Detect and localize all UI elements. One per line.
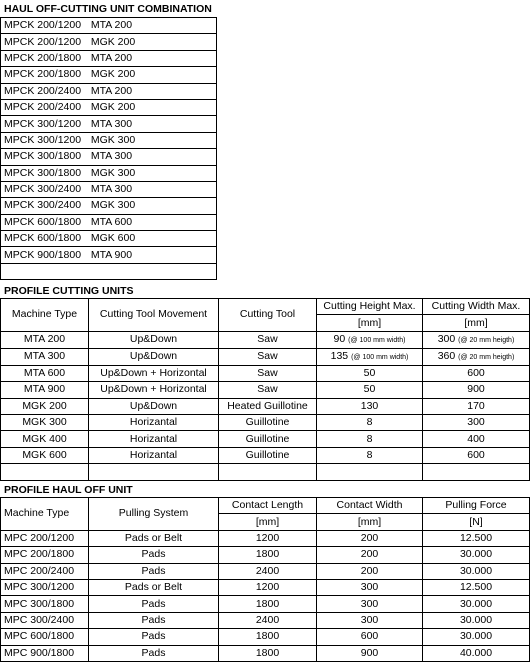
cell-pulling-force: 40.000 <box>423 645 530 661</box>
combo-haul-off: MPCK 200/2400 <box>1 83 88 99</box>
cell-contact-length: 1800 <box>219 547 317 563</box>
cell-contact-length: 2400 <box>219 612 317 628</box>
combo-blank-row <box>1 263 217 279</box>
cell-cutting-height <box>317 382 423 398</box>
combo-cutting-unit: MGK 600 <box>88 231 217 247</box>
cell-machine-type: MTA 600 <box>1 365 89 381</box>
combo-haul-off: MPCK 200/1200 <box>1 18 88 34</box>
combo-row <box>1 132 217 148</box>
cell-cutting-tool: Saw <box>219 365 317 381</box>
cell-contact-width: 600 <box>317 629 423 645</box>
combo-row <box>1 181 217 197</box>
cell-machine-type: MGK 600 <box>1 447 89 463</box>
cell-cutting-width-note: (@ 20 mm heigth) <box>458 336 515 344</box>
header-width-unit: [mm] <box>423 315 530 331</box>
combo-row <box>1 198 217 214</box>
cell-pulling-force: 30.000 <box>423 547 530 563</box>
cell-machine-type: MPC 200/1800 <box>1 547 89 563</box>
cell-cutting-tool-movement: Up&Down + Horizontal <box>89 382 219 398</box>
combo-cutting-unit: MGK 300 <box>88 132 217 148</box>
cell-pulling-system: Pads <box>89 629 219 645</box>
cutting-row <box>1 365 530 381</box>
cell-cutting-tool: Guillotine <box>219 447 317 463</box>
cell-cutting-tool-movement: Horizantal <box>89 414 219 430</box>
cell-cutting-height <box>317 331 423 348</box>
cutting-blank-cell <box>423 464 530 480</box>
cell-cutting-tool-movement: Horizantal <box>89 431 219 447</box>
header-pulling-force: Pulling Force <box>423 498 530 514</box>
combo-cutting-unit: MGK 200 <box>88 34 217 50</box>
cell-cutting-height <box>317 365 423 381</box>
cell-contact-width: 200 <box>317 547 423 563</box>
cutting-blank-row <box>1 464 530 480</box>
combo-haul-off: MPCK 200/1800 <box>1 67 88 83</box>
cell-cutting-width-value: 300 <box>437 332 456 345</box>
combo-cutting-unit: MTA 300 <box>88 181 217 197</box>
cell-cutting-width-value: 300 <box>467 416 485 429</box>
cell-machine-type: MPC 300/1200 <box>1 579 89 595</box>
cell-cutting-tool-movement: Horizantal <box>89 447 219 463</box>
cell-cutting-height-note: (@ 100 mm width) <box>351 353 409 361</box>
cell-pulling-force: 30.000 <box>423 629 530 645</box>
cell-cutting-width <box>423 331 530 348</box>
cell-machine-type: MPC 900/1800 <box>1 645 89 661</box>
combo-cutting-unit: MGK 200 <box>88 99 217 115</box>
cell-cutting-width-value: 400 <box>467 432 485 445</box>
combo-row <box>1 99 217 115</box>
header-pulling-system: Pulling System <box>89 498 219 531</box>
combo-cutting-unit: MGK 300 <box>88 165 217 181</box>
cell-machine-type: MPC 300/1800 <box>1 596 89 612</box>
haul-row <box>1 612 530 628</box>
cell-pulling-system: Pads <box>89 596 219 612</box>
cell-contact-length: 2400 <box>219 563 317 579</box>
cutting-table <box>0 298 530 481</box>
cutting-row <box>1 382 530 398</box>
cutting-row <box>1 331 530 348</box>
combo-haul-off: MPCK 300/1800 <box>1 165 88 181</box>
header-contact-width: Contact Width <box>317 498 423 514</box>
cell-cutting-tool: Guillotine <box>219 414 317 430</box>
cutting-row <box>1 447 530 463</box>
cell-cutting-tool: Heated Guillotine <box>219 398 317 414</box>
cell-contact-width: 300 <box>317 596 423 612</box>
header-cwidth-unit: [mm] <box>317 514 423 530</box>
cell-cutting-tool-movement: Up&Down <box>89 398 219 414</box>
cell-contact-width: 200 <box>317 563 423 579</box>
cell-cutting-height <box>317 398 423 414</box>
cell-cutting-height-value: 8 <box>366 432 373 445</box>
combo-row <box>1 67 217 83</box>
cell-cutting-height-value: 50 <box>363 383 376 396</box>
header-cutting-tool: Cutting Tool <box>219 299 317 332</box>
header-machine-type: Machine Type <box>1 299 89 332</box>
combo-haul-off: MPCK 200/1800 <box>1 50 88 66</box>
cell-cutting-tool-movement: Up&Down + Horizontal <box>89 365 219 381</box>
cell-machine-type: MGK 300 <box>1 414 89 430</box>
cell-machine-type: MGK 400 <box>1 431 89 447</box>
combo-row <box>1 165 217 181</box>
cell-cutting-height-value: 8 <box>366 448 373 461</box>
cell-cutting-width <box>423 447 530 463</box>
combo-haul-off: MPCK 200/2400 <box>1 99 88 115</box>
combo-cutting-unit: MTA 200 <box>88 83 217 99</box>
cutting-row <box>1 348 530 365</box>
haul-row <box>1 596 530 612</box>
cell-contact-width: 300 <box>317 612 423 628</box>
cell-cutting-height-value: 8 <box>366 416 373 429</box>
combo-blank-cell <box>88 263 217 279</box>
combo-haul-off: MPCK 300/1800 <box>1 149 88 165</box>
haul-row <box>1 579 530 595</box>
haul-header-row <box>1 498 530 514</box>
haul-row <box>1 530 530 546</box>
cell-cutting-width <box>423 382 530 398</box>
combo-haul-off: MPCK 600/1800 <box>1 231 88 247</box>
cell-cutting-height-value: 135 <box>330 349 349 362</box>
cell-machine-type: MPC 600/1800 <box>1 629 89 645</box>
combo-cutting-unit: MTA 600 <box>88 214 217 230</box>
cell-cutting-tool: Saw <box>219 348 317 365</box>
cell-pulling-system: Pads <box>89 547 219 563</box>
combo-cutting-unit: MTA 900 <box>88 247 217 263</box>
cell-cutting-height <box>317 431 423 447</box>
cell-cutting-width <box>423 431 530 447</box>
cell-contact-length: 1800 <box>219 645 317 661</box>
cutting-blank-cell <box>1 464 89 480</box>
cell-cutting-height-value: 90 <box>333 332 346 345</box>
cutting-title: PROFILE CUTTING UNITS <box>4 285 134 297</box>
cell-machine-type: MPC 200/2400 <box>1 563 89 579</box>
cell-pulling-force: 30.000 <box>423 612 530 628</box>
cutting-row <box>1 398 530 414</box>
cell-pulling-system: Pads <box>89 563 219 579</box>
combo-cutting-unit: MGK 200 <box>88 67 217 83</box>
combo-row <box>1 231 217 247</box>
combo-haul-off: MPCK 300/2400 <box>1 181 88 197</box>
cell-contact-length: 1200 <box>219 579 317 595</box>
cell-pulling-system: Pads or Belt <box>89 579 219 595</box>
combo-row <box>1 214 217 230</box>
header-cutting-width: Cutting Width Max. <box>423 299 530 315</box>
combo-cutting-unit: MGK 300 <box>88 198 217 214</box>
cell-cutting-height-value: 130 <box>360 399 379 412</box>
combo-row <box>1 50 217 66</box>
cell-contact-width: 200 <box>317 530 423 546</box>
combo-haul-off: MPCK 200/1200 <box>1 34 88 50</box>
cell-cutting-height <box>317 414 423 430</box>
cell-pulling-system: Pads <box>89 612 219 628</box>
header-height-unit: [mm] <box>317 315 423 331</box>
cutting-blank-cell <box>219 464 317 480</box>
cell-cutting-tool: Saw <box>219 331 317 348</box>
cell-cutting-width-value: 900 <box>467 383 485 396</box>
combo-row <box>1 149 217 165</box>
cell-cutting-tool: Saw <box>219 382 317 398</box>
cell-pulling-force: 30.000 <box>423 596 530 612</box>
combo-haul-off: MPCK 900/1800 <box>1 247 88 263</box>
cell-machine-type: MPC 300/2400 <box>1 612 89 628</box>
combo-row <box>1 34 217 50</box>
haul-title: PROFILE HAUL OFF UNIT <box>4 484 133 496</box>
header-length-unit: [mm] <box>219 514 317 530</box>
cell-contact-length: 1200 <box>219 530 317 546</box>
cell-machine-type: MTA 200 <box>1 331 89 348</box>
header-machine-type: Machine Type <box>1 498 89 531</box>
cell-cutting-tool-movement: Up&Down <box>89 331 219 348</box>
combo-haul-off: MPCK 300/2400 <box>1 198 88 214</box>
cell-contact-length: 1800 <box>219 629 317 645</box>
cell-cutting-width <box>423 365 530 381</box>
combo-row <box>1 247 217 263</box>
cutting-blank-cell <box>89 464 219 480</box>
cutting-row <box>1 414 530 430</box>
combo-row <box>1 116 217 132</box>
header-force-unit: [N] <box>423 514 530 530</box>
cell-machine-type: MPC 200/1200 <box>1 530 89 546</box>
cell-contact-width: 900 <box>317 645 423 661</box>
cell-cutting-width-value: 600 <box>467 366 485 379</box>
cell-pulling-system: Pads <box>89 645 219 661</box>
cell-cutting-height-value: 50 <box>363 366 376 379</box>
combo-haul-off: MPCK 300/1200 <box>1 132 88 148</box>
combo-haul-off: MPCK 300/1200 <box>1 116 88 132</box>
cell-cutting-tool: Guillotine <box>219 431 317 447</box>
cell-pulling-force: 30.000 <box>423 563 530 579</box>
cell-cutting-height-note: (@ 100 mm width) <box>348 336 406 344</box>
combo-cutting-unit: MTA 300 <box>88 149 217 165</box>
cell-machine-type: MTA 300 <box>1 348 89 365</box>
cell-cutting-width <box>423 414 530 430</box>
cutting-row <box>1 431 530 447</box>
cell-contact-length: 1800 <box>219 596 317 612</box>
combo-cutting-unit: MTA 300 <box>88 116 217 132</box>
combo-cutting-unit: MTA 200 <box>88 18 217 34</box>
cell-cutting-width <box>423 348 530 365</box>
combo-row <box>1 83 217 99</box>
cell-cutting-width <box>423 398 530 414</box>
haul-row <box>1 629 530 645</box>
combo-title: HAUL OFF-CUTTING UNIT COMBINATION <box>4 3 212 15</box>
cell-machine-type: MGK 200 <box>1 398 89 414</box>
cell-pulling-force: 12.500 <box>423 530 530 546</box>
header-contact-length: Contact Length <box>219 498 317 514</box>
cell-cutting-height <box>317 348 423 365</box>
cell-cutting-width-value: 360 <box>437 349 456 362</box>
haul-row <box>1 563 530 579</box>
cutting-header-row <box>1 299 530 315</box>
cell-contact-width: 300 <box>317 579 423 595</box>
header-cutting-tool-movement: Cutting Tool Movement <box>89 299 219 332</box>
cell-cutting-height <box>317 447 423 463</box>
combo-haul-off: MPCK 600/1800 <box>1 214 88 230</box>
combo-table <box>0 17 217 280</box>
combo-row <box>1 18 217 34</box>
cell-cutting-width-note: (@ 20 mm heigth) <box>458 353 515 361</box>
combo-cutting-unit: MTA 200 <box>88 50 217 66</box>
cell-cutting-width-value: 170 <box>467 399 485 412</box>
cell-cutting-tool-movement: Up&Down <box>89 348 219 365</box>
cell-machine-type: MTA 900 <box>1 382 89 398</box>
cell-pulling-force: 12.500 <box>423 579 530 595</box>
cell-pulling-system: Pads or Belt <box>89 530 219 546</box>
combo-blank-cell <box>1 263 88 279</box>
haul-table <box>0 497 530 662</box>
haul-row <box>1 645 530 661</box>
header-cutting-height: Cutting Height Max. <box>317 299 423 315</box>
haul-row <box>1 547 530 563</box>
cell-cutting-width-value: 600 <box>467 448 485 461</box>
cutting-blank-cell <box>317 464 423 480</box>
